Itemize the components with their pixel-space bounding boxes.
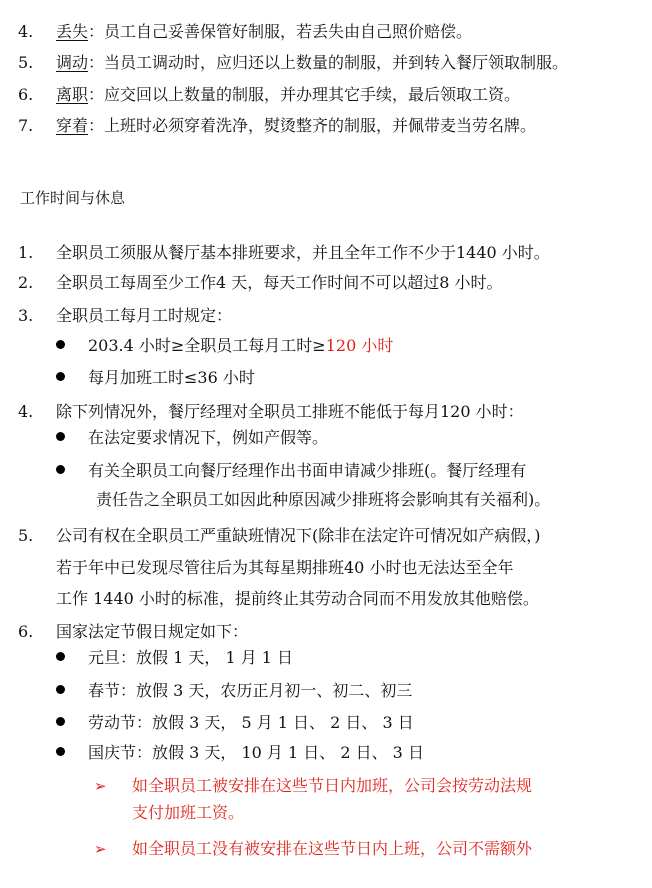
bullet-text: 每月加班工时≤36 小时 — [88, 368, 255, 387]
bullet-dot-icon — [56, 747, 65, 756]
bullet-text: 203.4 小时≥全职员工每月工时≥ — [88, 336, 326, 355]
arrow-bullet-icon: ➢ — [94, 840, 107, 858]
holiday-text: 元旦：放假 1 天， 1 月 1 日 — [88, 648, 294, 667]
item-number: 1. — [18, 243, 34, 262]
item-number: 6. — [18, 622, 34, 641]
bullet-dot-icon — [56, 685, 65, 694]
item-number: 2. — [18, 273, 34, 292]
item-text: 工作 1440 小时的标准，提前终止其劳动合同而不用发放其他赔偿。 — [56, 589, 539, 608]
bullet-dot-icon — [56, 717, 65, 726]
item-text: 公司有权在全职员工严重缺班情况下(除非在法定许可情况如产病假，) — [56, 526, 541, 545]
note-text: 如全职员工没有被安排在这些节日内上班，公司不需额外 — [132, 839, 533, 858]
item-term: 离职 — [56, 85, 89, 104]
item-number: 5. — [18, 526, 34, 545]
item-number: 4. — [18, 22, 34, 41]
bullet-text: 责任告之全职员工如因此种原因减少排班将会影响其有关福利)。 — [96, 490, 551, 509]
item-text: ：应交回以上数量的制服，并办理其它手续，最后领取工资。 — [88, 85, 521, 104]
item-text: 全职员工每周至少工作4 天，每天工作时间不可以超过8 小时。 — [56, 273, 503, 292]
item-text: 除下列情况外，餐厅经理对全职员工排班不能低于每月120 小时： — [56, 402, 524, 421]
bullet-dot-icon — [56, 465, 65, 474]
bullet-dot-icon — [56, 340, 65, 349]
item-text: ：当员工调动时，应归还以上数量的制服，并到转入餐厅领取制服。 — [88, 53, 569, 72]
holiday-text: 国庆节：放假 3 天， 10 月 1 日、 2 日、 3 日 — [88, 743, 424, 762]
item-term: 调动 — [56, 53, 89, 72]
note-text: 如全职员工被安排在这些节日内加班，公司会按劳动法规 — [132, 776, 533, 795]
section-title: 工作时间与休息 — [20, 189, 126, 207]
item-text: 全职员工须服从餐厅基本排班要求，并且全年工作不少于1440 小时。 — [56, 243, 550, 262]
item-text: 全职员工每月工时规定： — [56, 306, 233, 325]
bullet-text: 在法定要求情况下，例如产假等。 — [88, 428, 329, 447]
holiday-text: 劳动节：放假 3 天， 5 月 1 日、 2 日、 3 日 — [88, 713, 414, 732]
bullet-dot-icon — [56, 432, 65, 441]
item-number: 7. — [18, 116, 34, 135]
item-number: 5. — [18, 53, 34, 72]
item-text: 国家法定节假日规定如下： — [56, 622, 249, 641]
highlight-text: 120 小时 — [325, 336, 394, 355]
holiday-text: 春节：放假 3 天，农历正月初一、初二、初三 — [88, 681, 413, 700]
item-text: ：上班时必须穿着洗净，熨烫整齐的制服，并佩带麦当劳名牌。 — [88, 116, 537, 135]
item-term: 丢失 — [56, 22, 89, 41]
note-text: 支付加班工资。 — [132, 803, 245, 822]
bullet-dot-icon — [56, 652, 65, 661]
item-number: 4. — [18, 402, 34, 421]
item-number: 6. — [18, 85, 34, 104]
item-term: 穿着 — [56, 116, 89, 135]
item-number: 3. — [18, 306, 34, 325]
item-text: 若于年中已发现尽管往后为其每星期排班40 小时也无法达至全年 — [56, 558, 514, 577]
item-text: ：员工自己妥善保管好制服，若丢失由自己照价赔偿。 — [88, 22, 473, 41]
bullet-text: 有关全职员工向餐厅经理作出书面申请减少排班(。餐厅经理有 — [88, 461, 527, 480]
arrow-bullet-icon: ➢ — [94, 777, 107, 795]
bullet-dot-icon — [56, 372, 65, 381]
